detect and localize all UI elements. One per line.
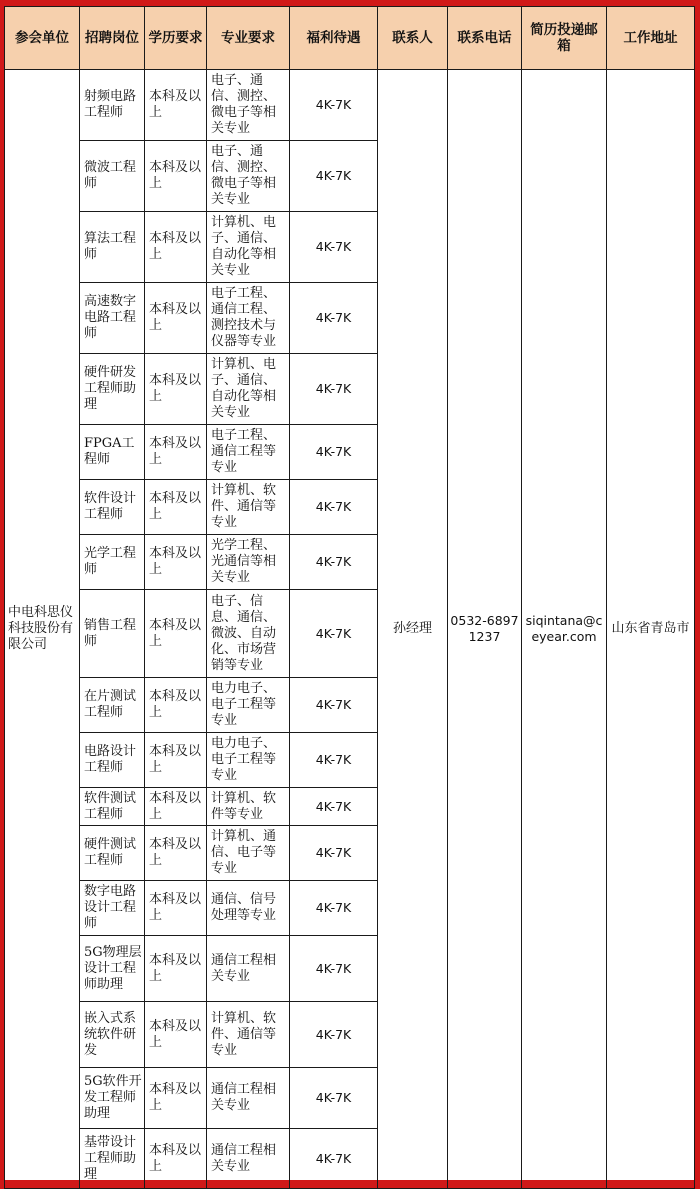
major-cell: 电力电子、电子工程等专业 (207, 733, 290, 788)
phone-cell: 0532-68971237 (448, 70, 522, 1189)
position-cell: 射频电路工程师 (80, 70, 145, 141)
header-address: 工作地址 (607, 7, 695, 70)
header-contact: 联系人 (378, 7, 448, 70)
education-cell: 本科及以上 (145, 936, 207, 1002)
table-body (5, 70, 695, 1189)
pay-cell: 4K-7K (290, 826, 378, 881)
major-cell: 通信、信号处理等专业 (207, 881, 290, 936)
position-cell: 软件测试工程师 (80, 788, 145, 826)
major-cell: 计算机、电子、通信、自动化等相关专业 (207, 354, 290, 425)
position-cell: 电路设计工程师 (80, 733, 145, 788)
pay-cell: 4K-7K (290, 733, 378, 788)
education-cell: 本科及以上 (145, 881, 207, 936)
pay-cell: 4K-7K (290, 590, 378, 678)
education-cell: 本科及以上 (145, 425, 207, 480)
major-cell: 光学工程、光通信等相关专业 (207, 535, 290, 590)
major-cell: 通信工程相关专业 (207, 1068, 290, 1129)
company-cell: 中电科思仪科技股份有限公司 (5, 70, 80, 1189)
pay-cell: 4K-7K (290, 535, 378, 590)
education-cell: 本科及以上 (145, 1068, 207, 1129)
major-cell: 计算机、电子、通信、自动化等相关专业 (207, 212, 290, 283)
major-cell: 计算机、软件、通信等专业 (207, 480, 290, 535)
header-major: 专业要求 (207, 7, 290, 70)
education-cell: 本科及以上 (145, 733, 207, 788)
major-cell: 计算机、软件等专业 (207, 788, 290, 826)
address-cell: 山东省青岛市 (607, 70, 695, 1189)
education-cell: 本科及以上 (145, 141, 207, 212)
position-cell: 微波工程师 (80, 141, 145, 212)
education-cell: 本科及以上 (145, 1129, 207, 1189)
major-cell: 计算机、通信、电子等专业 (207, 826, 290, 881)
header-phone: 联系电话 (448, 7, 522, 70)
pay-cell: 4K-7K (290, 1129, 378, 1189)
pay-cell: 4K-7K (290, 141, 378, 212)
education-cell: 本科及以上 (145, 283, 207, 354)
major-cell: 电子工程、通信工程、测控技术与仪器等专业 (207, 283, 290, 354)
position-cell: 软件设计工程师 (80, 480, 145, 535)
education-cell: 本科及以上 (145, 535, 207, 590)
header-pay: 福利待遇 (290, 7, 378, 70)
education-cell: 本科及以上 (145, 1002, 207, 1068)
header-company: 参会单位 (5, 7, 80, 70)
pay-cell: 4K-7K (290, 212, 378, 283)
recruitment-sheet (4, 6, 694, 1180)
major-cell: 计算机、软件、通信等专业 (207, 1002, 290, 1068)
education-cell: 本科及以上 (145, 826, 207, 881)
position-cell: 嵌入式系统软件研发 (80, 1002, 145, 1068)
major-cell: 通信工程相关专业 (207, 936, 290, 1002)
pay-cell: 4K-7K (290, 480, 378, 535)
position-cell: 5G物理层设计工程师助理 (80, 936, 145, 1002)
pay-cell: 4K-7K (290, 936, 378, 1002)
header-position: 招聘岗位 (80, 7, 145, 70)
education-cell: 本科及以上 (145, 788, 207, 826)
pay-cell: 4K-7K (290, 788, 378, 826)
education-cell: 本科及以上 (145, 212, 207, 283)
position-cell: 在片测试工程师 (80, 678, 145, 733)
education-cell: 本科及以上 (145, 678, 207, 733)
position-cell: 销售工程师 (80, 590, 145, 678)
table-row (5, 70, 695, 141)
position-cell: 算法工程师 (80, 212, 145, 283)
position-cell: 5G软件开发工程师助理 (80, 1068, 145, 1129)
position-cell: FPGA工程师 (80, 425, 145, 480)
major-cell: 通信工程相关专业 (207, 1129, 290, 1189)
pay-cell: 4K-7K (290, 425, 378, 480)
major-cell: 电子工程、通信工程等专业 (207, 425, 290, 480)
header-education: 学历要求 (145, 7, 207, 70)
pay-cell: 4K-7K (290, 283, 378, 354)
position-cell: 光学工程师 (80, 535, 145, 590)
position-cell: 高速数字电路工程师 (80, 283, 145, 354)
email-cell: siqintana@ceyear.com (522, 70, 607, 1189)
position-cell: 数字电路设计工程师 (80, 881, 145, 936)
pay-cell: 4K-7K (290, 1068, 378, 1129)
education-cell: 本科及以上 (145, 70, 207, 141)
education-cell: 本科及以上 (145, 354, 207, 425)
position-cell: 硬件研发工程师助理 (80, 354, 145, 425)
major-cell: 电子、信息、通信、微波、自动化、市场营销等专业 (207, 590, 290, 678)
header-email: 简历投递邮箱 (522, 7, 607, 70)
education-cell: 本科及以上 (145, 480, 207, 535)
pay-cell: 4K-7K (290, 678, 378, 733)
position-cell: 硬件测试工程师 (80, 826, 145, 881)
major-cell: 电力电子、电子工程等专业 (207, 678, 290, 733)
pay-cell: 4K-7K (290, 70, 378, 141)
education-cell: 本科及以上 (145, 590, 207, 678)
pay-cell: 4K-7K (290, 1002, 378, 1068)
contact-cell: 孙经理 (378, 70, 448, 1189)
pay-cell: 4K-7K (290, 354, 378, 425)
header-row (5, 7, 695, 70)
recruitment-table (4, 6, 695, 1189)
pay-cell: 4K-7K (290, 881, 378, 936)
major-cell: 电子、通信、测控、微电子等相关专业 (207, 70, 290, 141)
major-cell: 电子、通信、测控、微电子等相关专业 (207, 141, 290, 212)
position-cell: 基带设计工程师助理 (80, 1129, 145, 1189)
